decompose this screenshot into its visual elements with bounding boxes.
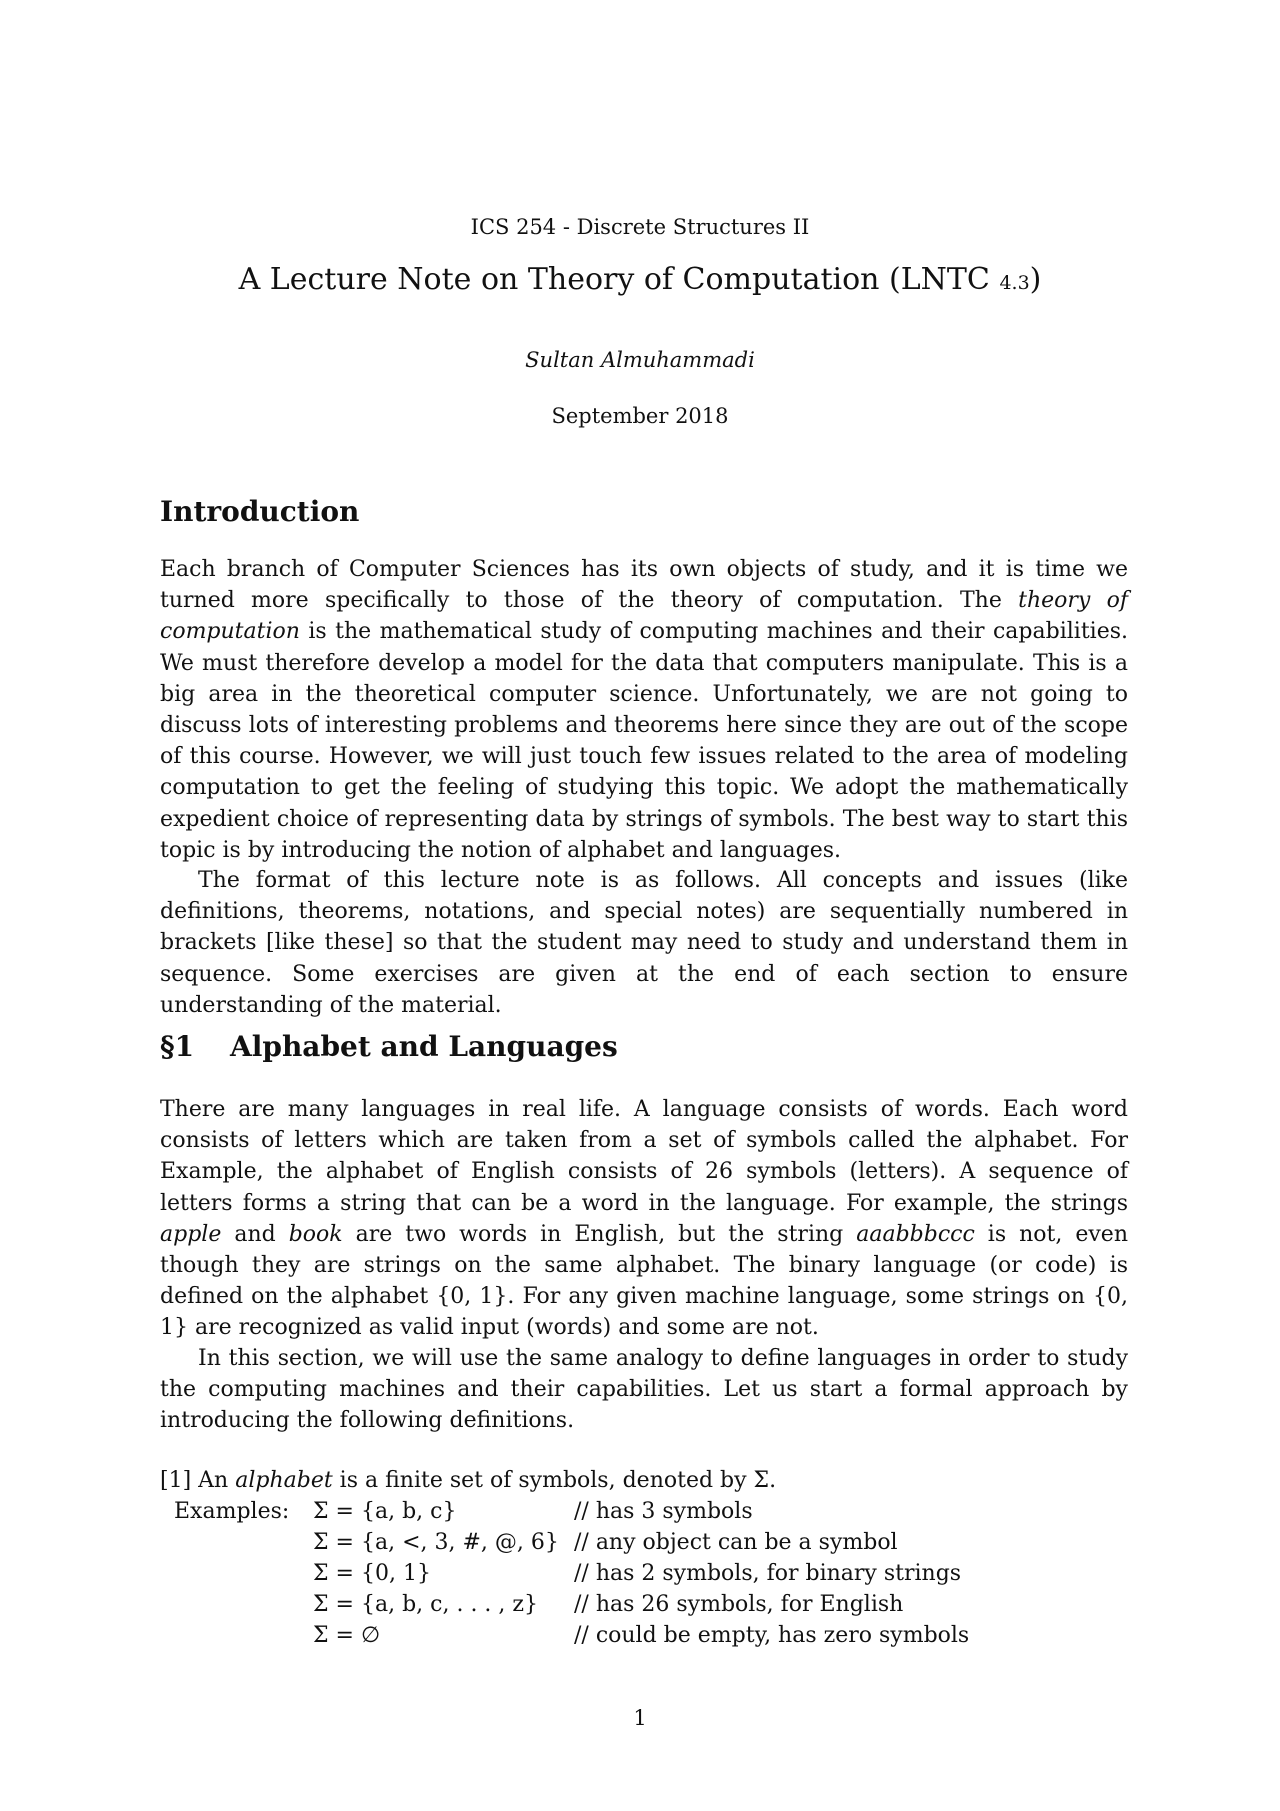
s1-p1-text-a: There are many languages in real life. A language consists of words. Each word consists of letters which are taken from a set of symbols called the alphabet. For Example, the alphabet of English consists of 26 symbols (letters). A sequence of letters forms a string that can be a word in the language. For example, the strings <box>160 1097 1128 1216</box>
s1-p1-emphasis-apple: apple <box>160 1221 222 1247</box>
examples-label: Examples: <box>174 1499 290 1524</box>
intro-heading: Introduction <box>160 495 360 528</box>
page-number: 1 <box>633 1706 647 1730</box>
s1-p1-text-f: are recognized as valid input (words) and some are not. <box>188 1315 819 1341</box>
author: Sultan Almuhammadi <box>525 348 755 372</box>
intro-p1-text-a: Each branch of Computer Sciences has its own objects of study, and it is time we turned more specifically to those of the theory of computation. The <box>160 557 1128 614</box>
example-set-2: Σ = {a, <, 3, #, @, 6} <box>313 1530 559 1555</box>
definition-1-suffix: is a finite set of symbols, denoted by Σ. <box>332 1468 777 1493</box>
s1-p1-set-1: {0, 1} <box>436 1284 508 1310</box>
title-text: A Lecture Note on Theory of Computation (LNTC <box>238 262 990 297</box>
example-comment-2: // any object can be a symbol <box>574 1530 898 1555</box>
intro-paragraph-1 <box>160 554 1128 866</box>
example-comment-5: // could be empty, has zero symbols <box>574 1623 970 1648</box>
course-title: ICS 254 - Discrete Structures II <box>470 215 810 239</box>
title-close: ) <box>1029 262 1042 297</box>
date: September 2018 <box>551 404 729 428</box>
section1-number: §1 <box>160 1030 195 1063</box>
example-comment-1: // has 3 symbols <box>574 1499 753 1524</box>
example-comment-3: // has 2 symbols, for binary strings <box>574 1561 962 1586</box>
s1-p1-text-b: and <box>221 1221 289 1247</box>
s1-p1-text-d: is not, even though they are strings on the same alphabet. The binary language (or code) is defined on the alphabet <box>160 1221 1128 1310</box>
example-set-3: Σ = {0, 1} <box>313 1561 431 1586</box>
definition-1-term: alphabet <box>235 1468 333 1493</box>
section1-title: Alphabet and Languages <box>230 1030 618 1063</box>
section1-heading <box>160 1030 618 1063</box>
definition-1 <box>160 1465 776 1496</box>
example-set-5: Σ = ∅ <box>313 1623 381 1648</box>
s1-p1-text-c: are two words in English, but the string <box>342 1221 857 1247</box>
intro-p1-emphasis: theory of computation <box>160 588 1128 645</box>
example-comment-4: // has 26 symbols, for English <box>574 1592 904 1617</box>
s1-p1-emphasis-string: aaabbbccc <box>856 1221 975 1247</box>
s1-p1-emphasis-book: book <box>288 1221 343 1247</box>
document-title <box>0 262 1280 297</box>
definition-1-prefix: [1] An <box>160 1468 236 1493</box>
section1-paragraph-1 <box>160 1094 1128 1344</box>
section1-paragraph-2: In this section, we will use the same analogy to define languages in order to study the computing machines and their capabilities. Let us start a formal approach by introducing the following definitions. <box>160 1346 1128 1434</box>
s1-p1-set-2: {0, 1} <box>160 1284 1128 1341</box>
example-set-4: Σ = {a, b, c, . . . , z} <box>313 1592 538 1617</box>
example-set-1: Σ = {a, b, c} <box>313 1499 457 1524</box>
s1-p1-text-e: . For any given machine language, some strings on <box>507 1284 1093 1310</box>
intro-p1-text-b: is the mathematical study of computing machines and their capabilities. We must therefore develop a model for the data that computers manipulate. This is a big area in the theoretical computer science. Unfortunately, we are not going to discuss lots of interesting problems and theorems here since they are out of the scope of this course. However, we will just touch few issues related to the area of modeling computation to get the feeling of studying this topic. We adopt the mathematically expedient choice of representing data by strings of symbols. The best way to start this topic is by introducing the notion of alphabet and languages. <box>160 619 1128 863</box>
intro-paragraph-2: The format of this lecture note is as follows. All concepts and issues (like definitions, theorems, notations, and special notes) are sequentially numbered in brackets [like these] so that the student may need to study and understand them in sequence. Some exercises are given at the end of each section to ensure understanding of the material. <box>160 868 1128 1018</box>
title-version: 4.3 <box>999 272 1030 294</box>
